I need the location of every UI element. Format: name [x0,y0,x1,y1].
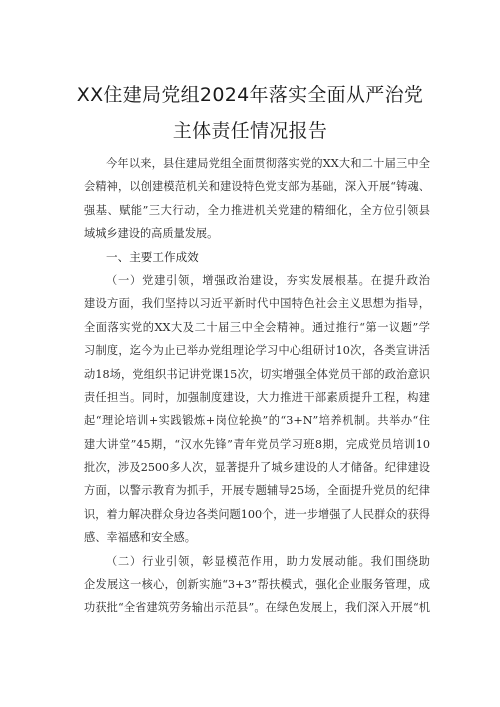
paragraph-line: 企发展这一核心，创新实施“3+3”帮扶模式，强化企业服务管理，成 [84,578,430,592]
intro-line: 域城乡建设的高质量发展。 [84,227,219,241]
paragraph-line: 批次，涉及2500多人次，显著提升了城乡建设的人才储备。纪律建设 [84,461,430,475]
paragraph-line: 习制度，迄今为止已举办党组理论学习中心组研讨10次，各类宣讲活 [84,344,430,358]
section-heading: 一、主要工作成效 [106,249,199,264]
intro-line: 会精神，以创建模范机关和建设特色党支部为基础，深入开展“铸魂、 [84,180,430,194]
paragraph-line: 动18场，党组织书记讲党课15次，切实增强全体党员干部的政治意识 [84,367,430,381]
paragraph-line: 建设方面，我们坚持以习近平新时代中国特色社会主义思想为指导， [84,297,430,311]
paragraph-line: 起“理论培训+实践锻炼+岗位轮换”的“3+N”培养机制。共举办“住 [84,414,430,428]
document-title-line-1: XX住建局党组2024年落实全面从严治党 [76,84,424,106]
intro-line: 强基、赋能”三大行动，全力推进机关党建的精细化，全方位引领县 [84,203,430,217]
paragraph-line: 功获批“全省建筑劳务输出示范县”。在绿色发展上，我们深入开展“机 [84,601,430,615]
document-body [84,152,430,620]
paragraph-line: 全面落实党的XX大及二十届三中全会精神。通过推行“第一议题”学 [84,320,430,334]
intro-line: 今年以来，县住建局党组全面贯彻落实党的XX大和二十届三中全 [106,157,430,170]
paragraph-line: 责任担当。同时，加强制度建设，大力推进干部素质提升工程，构建 [84,390,430,404]
paragraph-line: （二）行业引领，彰显模范作用，助力发展动能。我们围绕助 [106,554,430,568]
paragraph-line: 感、幸福感和安全感。 [84,531,196,545]
document-title-line-2: 主体责任情况报告 [172,120,328,142]
paragraph-line: 方面，以警示教育为抓手，开展专题辅导25场，全面提升党员的纪律 [84,484,430,498]
paragraph-line: （一）党建引领，增强政治建设，夯实发展根基。在提升政治 [106,273,430,287]
paragraph-line: 建大讲堂”45期，“汉水先锋”青年党员学习班8期，完成党员培训10 [84,437,430,451]
paragraph-line: 识，着力解决群众身边各类问题100个，进一步增强了人民群众的获得 [84,507,430,521]
